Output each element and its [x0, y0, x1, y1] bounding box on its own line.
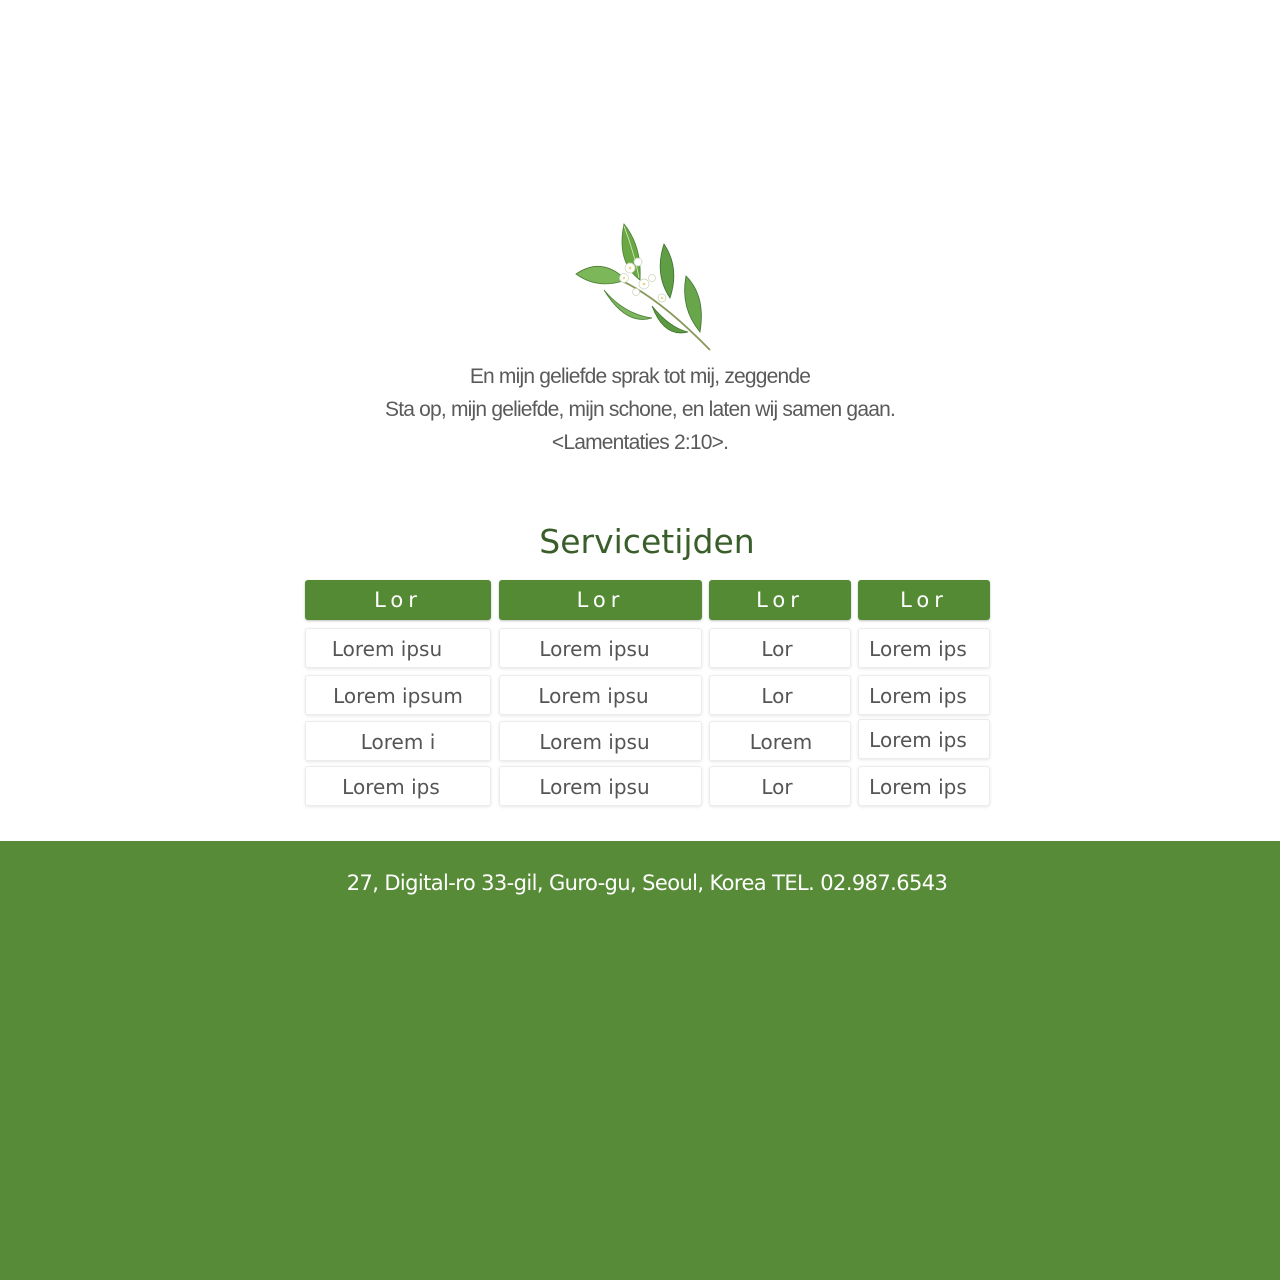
services-title: Servicetijden: [539, 522, 755, 561]
table-header-cell: Lor: [305, 580, 491, 620]
verse-quote: [0, 360, 1280, 459]
table-cell: Lorem ipsu: [499, 628, 702, 668]
table-cell: Lorem: [709, 721, 851, 761]
table-header-cell: Lor: [499, 580, 702, 620]
footer-address: 27, Digital-ro 33-gil, Guro-gu, Seoul, Korea TEL. 02.987.6543: [346, 871, 948, 895]
table-cell: Lorem ips: [858, 628, 990, 668]
leaf-branch-icon: [572, 222, 716, 354]
table-cell: Lorem i: [305, 721, 491, 761]
table-cell: Lorem ips: [305, 766, 491, 806]
footer: [0, 841, 1280, 1280]
verse-line-2: Sta op, mijn geliefde, mijn schone, en laten wij samen gaan.: [385, 398, 895, 421]
table-cell: Lorem ipsu: [499, 675, 702, 715]
table-cell: Lorem ipsu: [499, 766, 702, 806]
table-cell: Lorem ipsum: [305, 675, 491, 715]
verse-line-1: En mijn geliefde sprak tot mij, zeggende: [469, 365, 811, 388]
table-cell: Lor: [709, 766, 851, 806]
table-cell: Lor: [709, 675, 851, 715]
table-cell: Lorem ips: [858, 766, 990, 806]
table-header-cell: Lor: [858, 580, 990, 620]
table-cell: Lorem ipsu: [305, 628, 491, 668]
table-cell: Lorem ips: [858, 675, 990, 715]
table-cell: Lorem ipsu: [499, 721, 702, 761]
table-cell: Lor: [709, 628, 851, 668]
table-cell: Lorem ips: [858, 719, 990, 759]
verse-reference: <Lamentaties 2:10>.: [551, 431, 729, 454]
table-header-cell: Lor: [709, 580, 851, 620]
